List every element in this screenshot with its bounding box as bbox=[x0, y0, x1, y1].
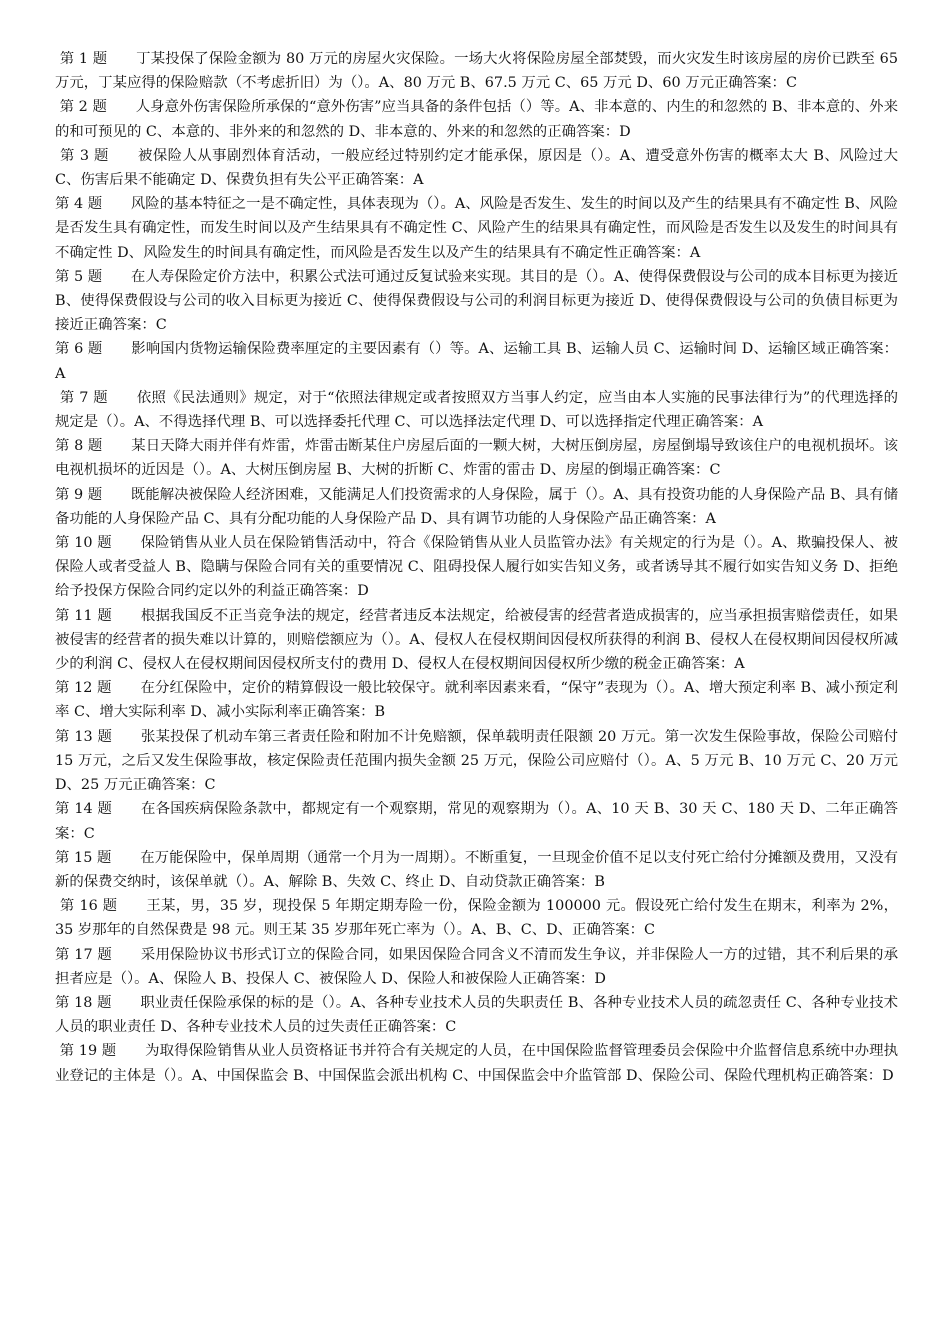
question-text: 某日天降大雨并伴有炸雷，炸雷击断某住户房屋后面的一颗大树，大树压倒房屋，房屋倒塌导致该住户的电视机损坏。该电视机损坏的近因是（）。A、大树压倒房屋 B、大树的折断 C、炸雷的雷击 D、房屋的倒塌正确答案：C bbox=[55, 438, 898, 479]
question-2 bbox=[55, 95, 898, 143]
question-text: 丁某投保了保险金额为 80 万元的房屋火灾保险。一场大火将保险房屋全部焚毁，而火灾发生时该房屋的房价已跌至 65 万元，丁某应得的保险赔款（不考虑折旧）为（）。A、80 万元 B、67.5 万元 C、65 万元 D、60 万元正确答案：C bbox=[55, 51, 898, 92]
question-number: 第 19 题 bbox=[55, 1043, 117, 1060]
question-number: 第 11 题 bbox=[55, 607, 112, 624]
question-18 bbox=[55, 991, 898, 1039]
question-text: 采用保险协议书形式订立的保险合同，如果因保险合同含义不清而发生争议，并非保险人一方的过错，其不利后果的承担者应是（）。A、保险人 B、投保人 C、被保险人 D、保险人和被保险人正确答案：D bbox=[55, 946, 898, 987]
question-number: 第 2 题 bbox=[55, 99, 107, 116]
question-number: 第 13 题 bbox=[55, 728, 113, 745]
question-number: 第 7 题 bbox=[55, 389, 108, 406]
question-number: 第 15 题 bbox=[55, 849, 112, 866]
question-text: 为取得保险销售从业人员资格证书并符合有关规定的人员，在中国保险监督管理委员会保险中介监督信息系统中办理执业登记的主体是（）。A、中国保监会 B、中国保监会派出机构 C、中国保监会中介监管部 D、保险公司、保险代理机构正确答案：D bbox=[55, 1043, 898, 1084]
question-8 bbox=[55, 434, 898, 482]
question-7 bbox=[55, 386, 898, 434]
question-6 bbox=[55, 337, 898, 385]
question-text: 根据我国反不正当竞争法的规定，经营者违反本法规定，给被侵害的经营者造成损害的，应当承担损害赔偿责任，如果被侵害的经营者的损失难以计算的，则赔偿额应为（）。A、侵权人在侵权期间因侵权所获得的利润 B、侵权人在侵权期间因侵权所减少的利润 C、侵权人在侵权期间因侵权所支付的费用 D、侵权人在侵权期间因侵权所少缴的税金正确答案：A bbox=[55, 607, 898, 673]
question-text: 在万能保险中，保单周期（通常一个月为一周期）。不断重复，一旦现金价值不足以支付死亡给付分摊额及费用，又没有新的保费交纳时，该保单就（）。A、解除 B、失效 C、终止 D、自动贷款正确答案：B bbox=[55, 849, 898, 890]
question-17 bbox=[55, 943, 898, 991]
question-number: 第 1 题 bbox=[55, 51, 108, 67]
question-text: 风险的基本特征之一是不确定性，具体表现为（）。A、风险是否发生、发生的时间以及产生的结果具有不确定性 B、风险是否发生具有确定性，而发生时间以及产生结果具有不确定性 C、风险产生的结果具有确定性，而风险是否发生以及发生的时间具有不确定性 D、风险发生的时间具有确定性，而风险是否发生以及产生的结果具有不确定性正确答案：A bbox=[55, 196, 898, 261]
question-number: 第 16 题 bbox=[55, 898, 118, 915]
question-10 bbox=[55, 531, 898, 604]
question-text: 保险销售从业人员在保险销售活动中，符合《保险销售从业人员监管办法》有关规定的行为是（）。A、欺骗投保人、被保险人或者受益人 B、隐瞒与保险合同有关的重要情况 C、阻碍投保人履行如实告知义务，或者诱导其不履行如实告知义务 D、拒绝给予投保方保险合同约定以外的利益正确答案：D bbox=[55, 535, 898, 600]
question-text: 影响国内货物运输保险费率厘定的主要因素有（）等。A、运输工具 B、运输人员 C、运输时间 D、运输区域正确答案：A bbox=[55, 341, 898, 382]
question-text: 被保险人从事剧烈体育活动，一般应经过特别约定才能承保，原因是（）。A、遭受意外伤害的概率太大 B、风险过大 C、伤害后果不能确定 D、保费负担有失公平正确答案：A bbox=[55, 147, 898, 189]
question-5 bbox=[55, 265, 898, 338]
question-4 bbox=[55, 192, 898, 265]
question-16 bbox=[55, 894, 898, 942]
question-number: 第 9 题 bbox=[55, 486, 103, 503]
question-number: 第 10 题 bbox=[55, 535, 112, 552]
question-number: 第 8 题 bbox=[55, 438, 103, 455]
question-1 bbox=[55, 47, 898, 95]
question-number: 第 3 题 bbox=[55, 147, 109, 164]
question-text: 职业责任保险承保的标的是（）。A、各种专业技术人员的失职责任 B、各种专业技术人员的疏忽责任 C、各种专业技术人员的职业责任 D、各种专业技术人员的过失责任正确答案：C bbox=[55, 994, 898, 1036]
question-15 bbox=[55, 846, 898, 894]
question-text: 依照《民法通则》规定，对于“依照法律规定或者按照双方当事人约定，应当由本人实施的民事法律行为”的代理选择的规定是（）。A、不得选择代理 B、可以选择委托代理 C、可以选择法定代理 D、可以选择指定代理正确答案：A bbox=[55, 389, 898, 431]
question-9 bbox=[55, 483, 898, 531]
question-text: 既能解决被保险人经济困难，又能满足人们投资需求的人身保险，属于（）。A、具有投资功能的人身保险产品 B、具有储备功能的人身保险产品 C、具有分配功能的人身保险产品 D、具有调节功能的人身保险产品正确答案：A bbox=[55, 486, 898, 527]
question-text: 在各国疾病保险条款中，都规定有一个观察期，常见的观察期为（）。A、10 天 B、30 天 C、180 天 D、二年正确答案：C bbox=[55, 801, 898, 842]
question-3 bbox=[55, 144, 898, 192]
question-text: 王某，男，35 岁，现投保 5 年期定期寿险一份，保险金额为 100000 元。假设死亡给付发生在期末，利率为 2%，35 岁那年的自然保费是 98 元。则王某 35 岁那年死亡率为（）。A、B、C、D、正确答案：C bbox=[55, 898, 898, 939]
question-number: 第 12 题 bbox=[55, 680, 112, 697]
question-11 bbox=[55, 604, 898, 677]
question-text: 张某投保了机动车第三者责任险和附加不计免赔额，保单载明责任限额 20 万元。第一次发生保险事故，保险公司赔付 15 万元，之后又发生保险事故，核定保险责任范围内损失金额 25 万元，保险公司应赔付（）。A、5 万元 B、10 万元 C、20 万元 D、25 万元正确答案：C bbox=[55, 728, 898, 794]
question-number: 第 17 题 bbox=[55, 946, 112, 963]
question-number: 第 6 题 bbox=[55, 341, 103, 358]
question-14 bbox=[55, 797, 898, 845]
question-text: 人身意外伤害保险所承保的“意外伤害”应当具备的条件包括（）等。A、非本意的、内生的和忽然的 B、非本意的、外来的和可预见的 C、本意的、非外来的和忽然的 D、非本意的、外来的和忽然的正确答案：D bbox=[55, 99, 898, 140]
question-19 bbox=[55, 1039, 898, 1087]
question-number: 第 14 题 bbox=[55, 801, 113, 818]
question-12 bbox=[55, 676, 898, 724]
question-number: 第 5 题 bbox=[55, 268, 103, 285]
question-text: 在分红保险中，定价的精算假设一般比较保守。就利率因素来看，“保守”表现为（）。A、增大预定利率 B、减小预定利率 C、增大实际利率 D、减小实际利率正确答案：B bbox=[55, 680, 898, 721]
question-number: 第 18 题 bbox=[55, 994, 112, 1011]
question-13 bbox=[55, 725, 898, 798]
question-number: 第 4 题 bbox=[55, 196, 103, 213]
question-text: 在人寿保险定价方法中，积累公式法可通过反复试验来实现。其目的是（）。A、使得保费假设与公司的成本目标更为接近 B、使得保费假设与公司的收入目标更为接近 C、使得保费假设与公司的利润目标更为接近 D、使得保费假设与公司的负债目标更为接近正确答案：C bbox=[55, 268, 898, 334]
